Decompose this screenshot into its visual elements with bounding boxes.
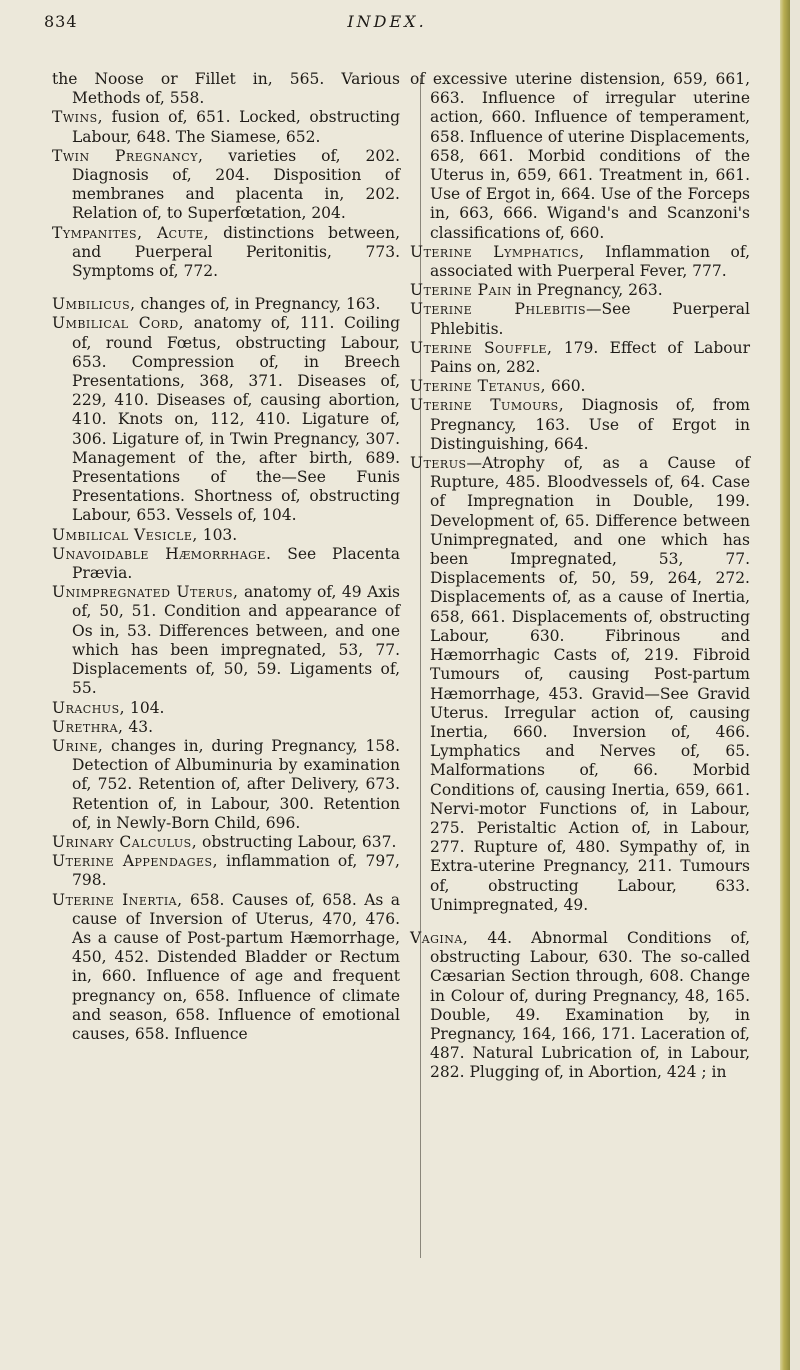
index-references: 44. Abnormal Conditions of, obstructing Labour, 630. The so-called Cæsarian Section through, 608. Change in Colour of, during Pregnancy, 48, 165. Double, 49. Examination by, in Pregnancy, 164, 166, 171. Laceration of, 487. Natural Lubrication of, in Labour, 282. Plugging of, in Abortion, 424 ; in: [430, 928, 750, 1082]
index-term: Uterine Lymphatics,: [410, 242, 585, 261]
index-references: 179. Effect of Labour Pains on, 282.: [430, 338, 750, 377]
page-edge: [780, 0, 790, 1370]
index-term: Uterine Phlebitis: [410, 300, 587, 319]
index-references: fusion of, 651. Locked, obstructing Labour, 648. The Siamese, 652.: [72, 108, 400, 146]
index-entry: [410, 339, 750, 377]
index-term: Umbilicus,: [52, 295, 136, 314]
index-term: Uterine Pain: [410, 281, 512, 300]
index-term: Tympanites, Acute,: [52, 223, 210, 242]
index-term: Urachus,: [52, 698, 126, 717]
index-entry: [52, 699, 400, 718]
index-entry: [52, 737, 400, 833]
index-references: 103.: [197, 525, 238, 544]
index-term: Unavoidable Hæmorrhage.: [52, 544, 272, 563]
index-term: Uterine Tumours,: [410, 396, 565, 415]
index-entry: [410, 454, 750, 915]
index-entry: [410, 243, 750, 281]
index-references: the Noose or Fillet in, 565. Various Methods of, 558.: [52, 70, 400, 108]
index-term: Uterus: [410, 454, 467, 473]
index-references: Diagnosis of, from Pregnancy, 163. Use of Ergot in Distinguishing, 664.: [430, 396, 750, 453]
index-term: Uterine Appendages,: [52, 852, 219, 871]
index-references: anatomy of, 49 Axis of, 50, 51. Condition and appearance of Os in, 53. Differences between, and one which has been impregnated, 53, 77. Displacements of, 50, 59. Ligaments of, 55.: [72, 583, 400, 698]
index-term: Urethra,: [52, 717, 124, 736]
index-entry: [410, 70, 750, 243]
index-references: Inflammation of, associated with Puerperal Fever, 777.: [430, 242, 750, 281]
index-references: —See Puerperal Phlebitis.: [430, 300, 750, 338]
index-references: anatomy of, 111. Coiling of, round Fœtus, obstructing Labour, 653. Compression of, in Breech Presentations, 368, 371. Diseases of, 229, 410. Diseases of, causing abortion, 410. Knots on, 112, 410. Ligature of, 306. Ligature of, in Twin Pregnancy, 307. Management of the, after birth, 689. Presentations of the—See Funis Presentations. Shortness of, obstructing Labour, 653. Vessels of, 104.: [72, 314, 400, 525]
index-entry: [52, 583, 400, 698]
index-references: in Pregnancy, 263.: [511, 281, 663, 300]
page-number: 834: [44, 12, 78, 31]
index-entry: [410, 377, 750, 396]
index-references: distinctions between, and Puerperal Peritonitis, 773. Symptoms of, 772.: [72, 223, 400, 281]
index-term: Umbilical Vesicle,: [52, 525, 198, 544]
index-references: varieties of, 202. Diagnosis of, 204. Disposition of membranes and placenta in, 202. Relation of, to Superfœtation, 204.: [72, 146, 401, 223]
index-entry: [52, 314, 400, 525]
index-term: Uterine Inertia,: [52, 890, 183, 909]
index-references: 104.: [125, 698, 165, 717]
index-term: Urinary Calculus,: [52, 832, 198, 851]
index-entry: [410, 300, 750, 338]
index-references: obstructing Labour, 637.: [197, 832, 397, 851]
index-term: Twin Pregnancy,: [52, 146, 204, 165]
left-column: [52, 70, 400, 1083]
index-entry: [52, 147, 400, 224]
index-columns: [52, 70, 750, 1083]
running-title: INDEX.: [347, 12, 427, 31]
index-term: Vagina,: [410, 928, 469, 947]
index-term: Urine,: [52, 736, 104, 755]
right-column: [410, 70, 750, 1083]
index-references: changes of, in Pregnancy, 163.: [135, 295, 381, 314]
running-head: [44, 12, 730, 36]
index-references: 658. Causes of, 658. As a cause of Inversion of Uterus, 470, 476. As a cause of Post-partum Hæmorrhage, 450, 452. Distended Bladder or Rectum in, 660. Influence of age and frequent pregnancy on, 658. Influence of climate and season, 658. Influence of emotional causes, 658. Influence: [72, 890, 400, 1043]
index-entry: [52, 295, 400, 314]
index-references: inflammation of, 797, 798.: [72, 852, 400, 890]
index-term: Uterine Tetanus,: [410, 377, 547, 396]
index-references: See Placenta Prævia.: [72, 544, 400, 583]
index-entry: [52, 545, 400, 583]
index-entry: [52, 718, 400, 737]
index-entry: [52, 70, 400, 108]
index-entry: [410, 929, 750, 1083]
index-entry: [410, 396, 750, 454]
index-term: Twins,: [52, 108, 104, 127]
index-entry: [52, 108, 400, 146]
index-references: changes in, during Pregnancy, 158. Detection of Albuminuria by examination of, 752. Retention of, after Delivery, 673. Retention of, in Labour, 300. Retention of, in Newly-Born Child, 696.: [72, 736, 400, 832]
index-references: of excessive uterine distension, 659, 661, 663. Influence of irregular uterine action, 660. Influence of temperament, 658. Influence of uterine Displacements, 658, 661. Morbid conditions of the Uterus in, 659, 661. Treatment in, 661. Use of Ergot in, 664. Use of the Forceps in, 663, 666. Wigand's and Scanzoni's classifications of, 660.: [410, 70, 750, 242]
index-references: 43.: [123, 717, 154, 736]
index-entry: [52, 891, 400, 1045]
index-entry: [52, 833, 400, 852]
index-entry: [52, 224, 400, 282]
index-entry: [410, 281, 750, 300]
index-references: —Atrophy of, as a Cause of Rupture, 485. Bloodvessels of, 64. Case of Impregnation in Double, 199. Development of, 65. Difference between Unimpregnated, and one which has been Impregnated, 53, 77. Displacements of, 50, 59, 264, 272. Displacements of, as a cause of Inertia, 658, 661. Displacements of, obstructing Labour, 630. Fibrinous and Hæmorrhagic Casts of, 219. Fibroid Tumours of, causing Post-partum Hæmorrhage, 453. Gravid—See Gravid Uterus. Irregular action of, causing Inertia, 660. Inversion of, 466. Lymphatics and Nerves of, 65. Malformations of, 66. Morbid Conditions of, causing Inertia, 659, 661. Nervi-motor Functions of, in Labour, 275. Peristaltic Action of, in Labour, 277. Rupture of, 480. Sympathy of, in Extra-uterine Pregnancy, 211. Tumours of, obstructing Labour, 633. Unimpregnated, 49.: [430, 454, 750, 914]
index-term: Unimpregnated Uterus,: [52, 583, 239, 602]
index-entry: [52, 526, 400, 545]
index-references: 660.: [546, 377, 586, 396]
index-term: Umbilical Cord,: [52, 314, 185, 333]
index-entry: [52, 852, 400, 890]
index-term: Uterine Souffle,: [410, 338, 553, 357]
